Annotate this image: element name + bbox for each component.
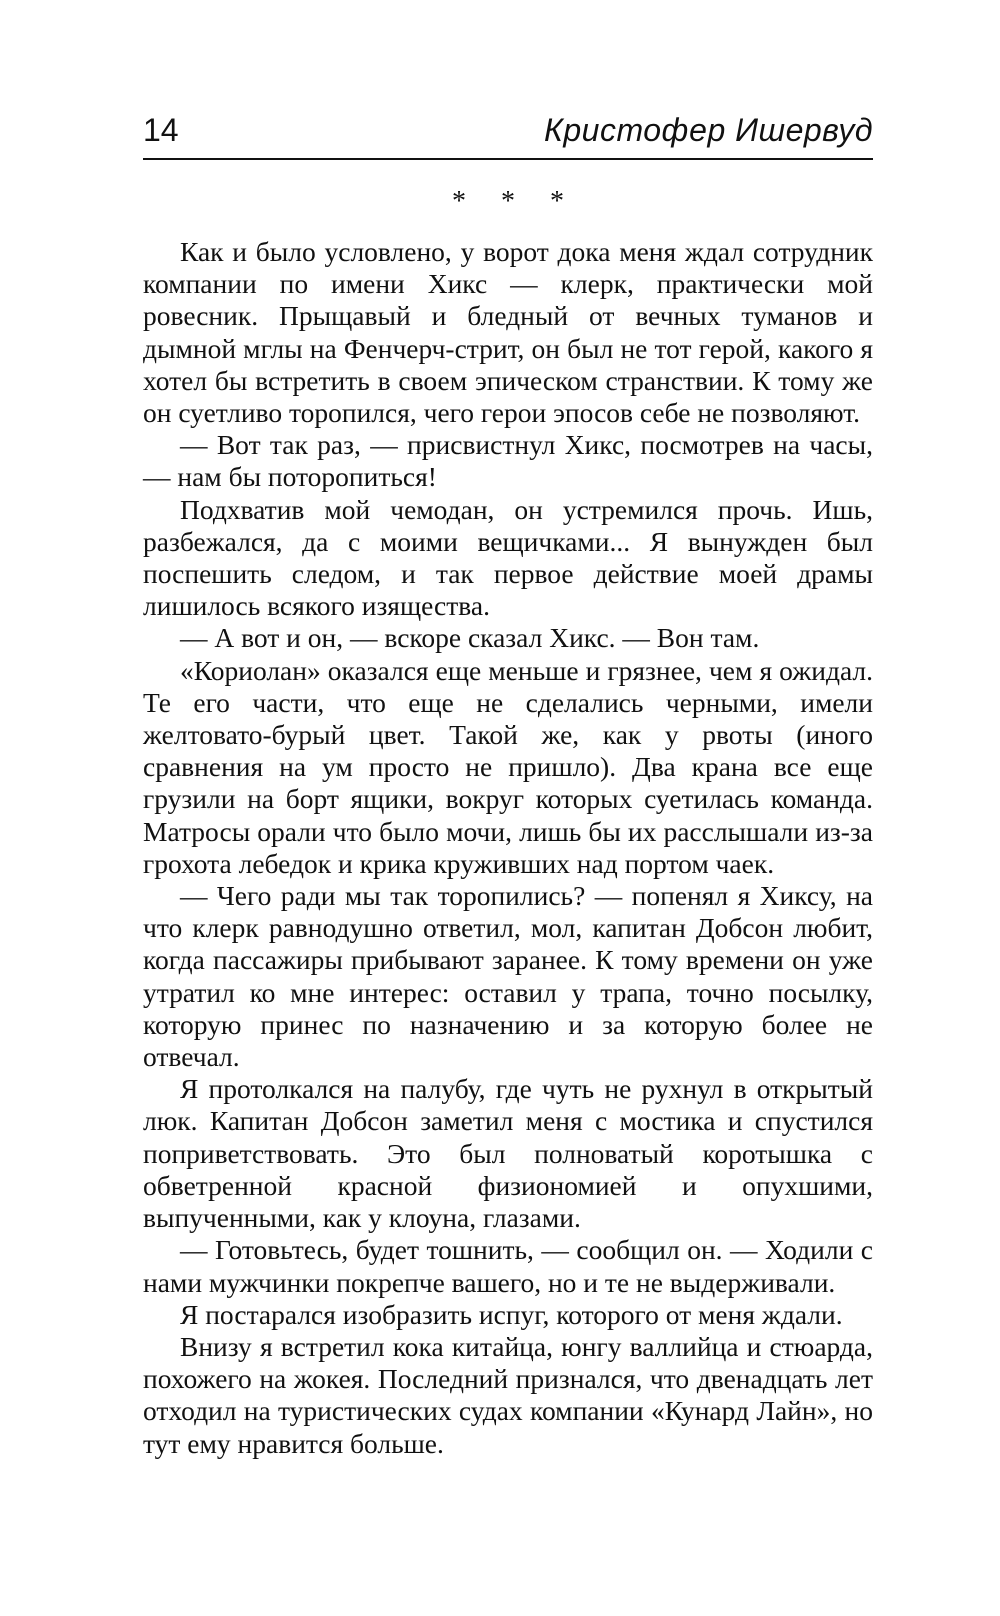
page-header	[143, 108, 873, 160]
body-text	[143, 236, 873, 1460]
paragraph: — А вот и он, — вскоре сказал Хикс. — Вон там.	[180, 622, 760, 654]
paragraph: — Готовьтесь, будет тошнить, — сообщил он. — Ходили с нами мужчинки покрепче вашего, но и те не выдерживали.	[143, 1234, 873, 1298]
paragraph: Я постарался изобразить испуг, которого от меня ждали.	[180, 1298, 843, 1330]
paragraph: «Кориолан» оказался еще меньше и грязнее, чем я ожидал. Те его части, что еще не сделались черными, имели желтовато-бурый цвет. Такой же, как у рвоты (иного сравнения на ум просто не пришло). Два крана все еще грузили на борт ящики, вокруг которых суетилась команда. Матросы орали что было мочи, лишь бы их расслышали из-за грохота лебедок и крика круживших над портом чаек.	[143, 654, 873, 879]
page-number: 14	[143, 112, 179, 148]
paragraph: Внизу я встретил кока китайца, юнгу валлийца и стюарда, похожего на жокея. Последний признался, что двенадцать лет отходил на туристических судах компании «Кунард Лайн», но тут ему нравится больше.	[143, 1330, 873, 1459]
section-separator: * * *	[452, 186, 578, 217]
running-head-author: Кристофер Ишервуд	[544, 112, 873, 148]
paragraph: — Вот так раз, — присвистнул Хикс, посмотрев на часы, — нам бы поторопиться!	[143, 429, 873, 493]
paragraph: — Чего ради мы так торопились? — попенял я Хиксу, на что клерк равнодушно ответил, мол, капитан Добсон любит, когда пассажиры прибывают заранее. К тому времени он уже утратил ко мне интерес: оставил у трапа, точно посылку, которую принес по назначению и за которую более не отвечал.	[143, 880, 873, 1073]
paragraph: Я протолкался на палубу, где чуть не рухнул в открытый люк. Капитан Добсон заметил меня с мостика и спустился поприветствовать. Это был полноватый коротышка с обветренной красной физиономией и опухшими, выпученными, как у клоуна, глазами.	[143, 1073, 873, 1234]
paragraph: Как и было условлено, у ворот дока меня ждал сотрудник компании по имени Хикс — клерк, практически мой ровесник. Прыщавый и бледный от вечных туманов и дымной мглы на Фенчерч-стрит, он был не тот герой, какого я хотел бы встретить в своем эпическом странствии. К тому же он суетливо торопился, чего герои эпосов себе не позволяют.	[143, 236, 873, 429]
paragraph: Подхватив мой чемодан, он устремился прочь. Ишь, разбежался, да с моими вещичками... Я вынужден был поспешить следом, и так первое действие моей драмы лишилось всякого изящества.	[143, 493, 873, 622]
